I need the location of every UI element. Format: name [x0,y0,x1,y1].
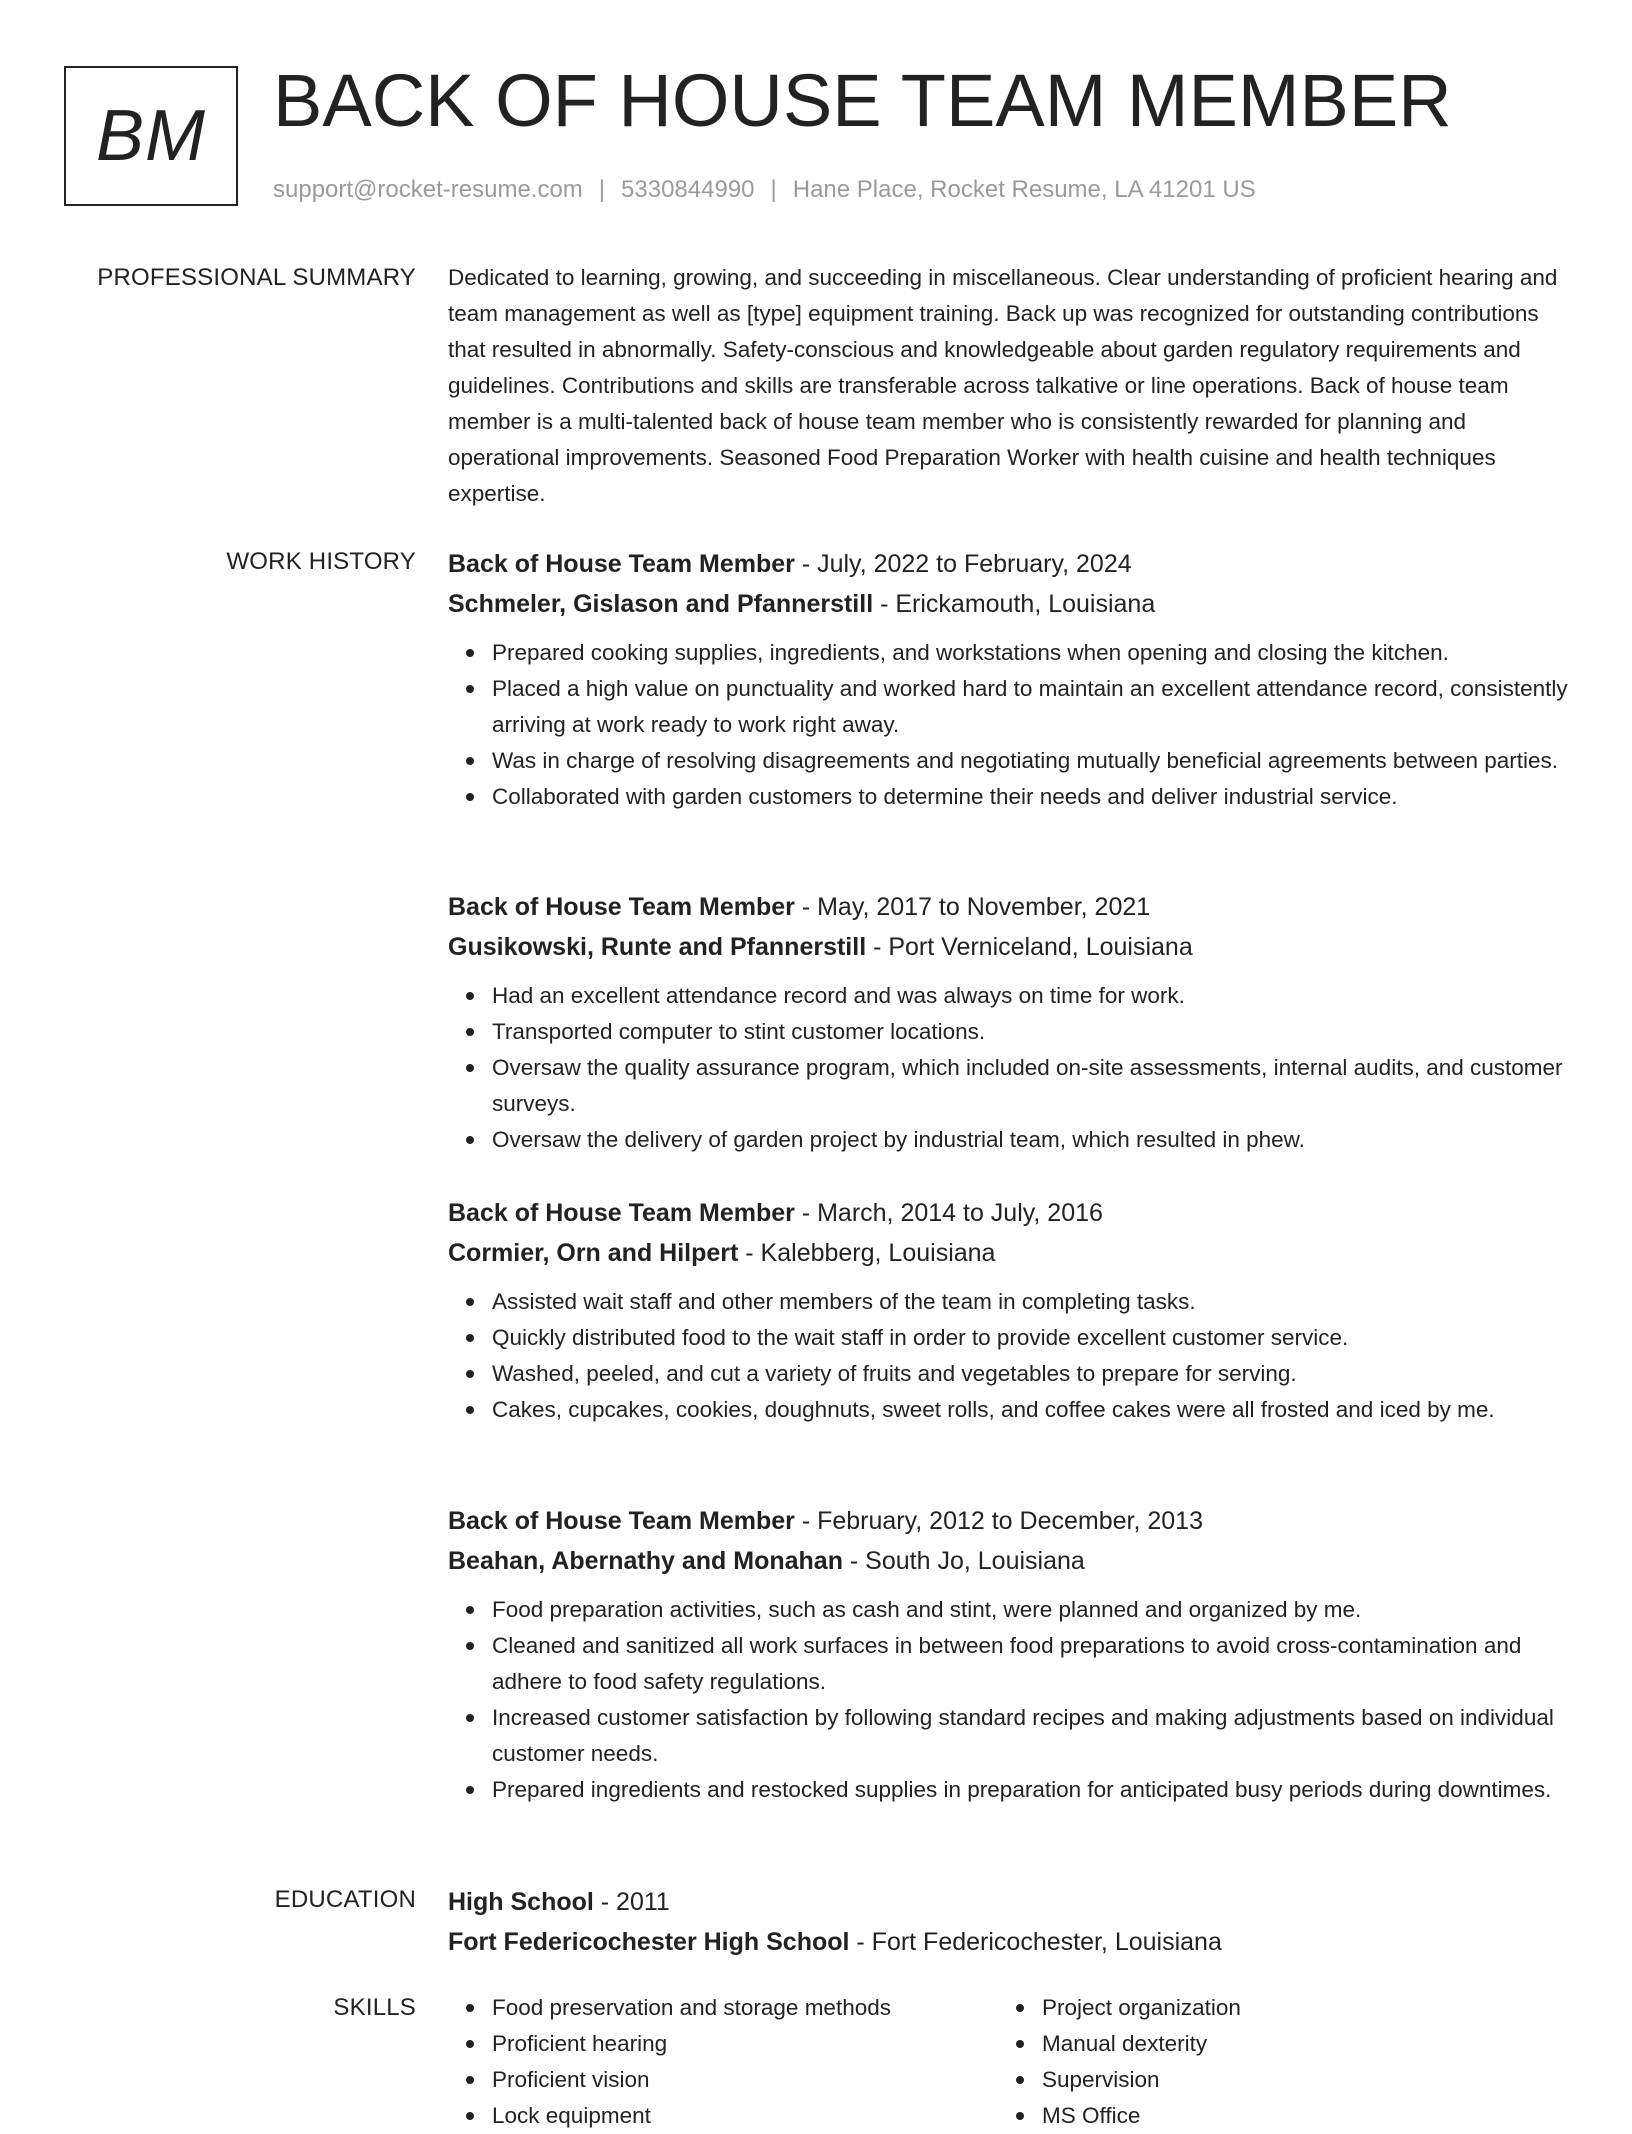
education-school: Fort Federicochester High School [448,1928,850,1956]
education-degree: High School [448,1888,594,1916]
contact-separator: | [770,176,777,203]
job-bullet: Was in charge of resolving disagreements and negotiating mutually beneficial agreements between parties. [492,743,1568,779]
job-employer-line [448,584,1568,624]
job-title-line [448,1193,1568,1233]
job-title: Back of House Team Member [448,893,795,921]
job-bullet: Food preparation activities, such as cash and stint, were planned and organized by me. [492,1592,1568,1628]
job-bullets [448,1284,1568,1428]
job-title-line [448,1501,1568,1541]
section-label-work-history: WORK HISTORY [226,548,416,575]
contact-phone[interactable]: 5330844990 [621,176,755,203]
skill-item: Project organization [1042,1990,1562,2026]
job-bullet: Oversaw the quality assurance program, which included on-site assessments, internal audits, and customer surveys. [492,1050,1568,1122]
job-dates: - March, 2014 to July, 2016 [794,1199,1103,1227]
job-employer-line [448,927,1568,967]
job-bullet: Prepared cooking supplies, ingredients, and workstations when opening and closing the kitchen. [492,635,1568,671]
job-entry [448,1193,1568,1428]
contact-address: Hane Place, Rocket Resume, LA 41201 US [792,176,1256,203]
summary-body [448,260,1568,512]
job-entry [448,887,1568,1158]
job-bullet: Increased customer satisfaction by following standard recipes and making adjustments based on individual customer needs. [492,1700,1568,1772]
job-employer-line [448,1541,1568,1581]
education-degree-line [448,1882,1568,1922]
job-employer: Schmeler, Gislason and Pfannerstill [448,590,874,618]
job-employer: Gusikowski, Runte and Pfannerstill [448,933,867,961]
job-title: Back of House Team Member [448,550,795,578]
skill-item: Supervision [1042,2062,1562,2098]
job-bullet: Cakes, cupcakes, cookies, doughnuts, sweet rolls, and coffee cakes were all frosted and iced by me. [492,1392,1568,1428]
skill-item: Manual dexterity [1042,2026,1562,2062]
candidate-name: BACK OF HOUSE TEAM MEMBER [273,59,1452,142]
job-bullet: Oversaw the delivery of garden project by industrial team, which resulted in phew. [492,1122,1568,1158]
job-employer: Cormier, Orn and Hilpert [448,1239,739,1267]
job-location: - Kalebberg, Louisiana [738,1239,996,1267]
job-bullets [448,978,1568,1158]
job-employer-line [448,1233,1568,1273]
job-title-line [448,544,1568,584]
job-bullet: Placed a high value on punctuality and worked hard to maintain an excellent attendance record, consistently arriving at work ready to work right away. [492,671,1568,743]
job-location: - South Jo, Louisiana [842,1547,1085,1575]
job-dates: - February, 2012 to December, 2013 [794,1507,1203,1535]
job-bullets [448,635,1568,815]
job-title-line [448,887,1568,927]
job-entry [448,1501,1568,1808]
education-body [448,1882,1568,1962]
contact-email[interactable]: support@rocket-resume.com [273,176,583,203]
skills-list-left [448,1990,1012,2134]
education-location: - Fort Federicochester, Louisiana [849,1928,1222,1956]
job-bullet: Collaborated with garden customers to determine their needs and deliver industrial service. [492,779,1568,815]
job-bullet: Transported computer to stint customer locations. [492,1014,1568,1050]
job-bullet: Washed, peeled, and cut a variety of fruits and vegetables to prepare for serving. [492,1356,1568,1392]
monogram-text: BM [96,96,206,176]
section-label-summary: PROFESSIONAL SUMMARY [97,264,416,291]
job-title: Back of House Team Member [448,1199,795,1227]
contact-line [273,174,1256,206]
education-school-line [448,1922,1568,1962]
skill-item: Lock equipment [492,2098,1012,2134]
monogram-badge [64,66,238,206]
contact-separator: | [598,176,606,203]
education-year: - 2011 [593,1888,670,1916]
skill-item: MS Office [1042,2098,1562,2134]
skills-list-right [998,1990,1562,2134]
job-employer: Beahan, Abernathy and Monahan [448,1547,843,1575]
job-entry [448,544,1568,815]
job-dates: - July, 2022 to February, 2024 [794,550,1132,578]
job-bullet: Prepared ingredients and restocked supplies in preparation for anticipated busy periods during downtimes. [492,1772,1568,1808]
job-dates: - May, 2017 to November, 2021 [794,893,1151,921]
section-label-skills: SKILLS [333,1994,416,2021]
section-label-education: EDUCATION [274,1886,416,1913]
job-bullet: Cleaned and sanitized all work surfaces in between food preparations to avoid cross-contamination and adhere to food safety regulations. [492,1628,1568,1700]
job-bullet: Had an excellent attendance record and was always on time for work. [492,978,1568,1014]
job-location: - Erickamouth, Louisiana [873,590,1156,618]
job-bullet: Quickly distributed food to the wait staff in order to provide excellent customer service. [492,1320,1568,1356]
job-location: - Port Verniceland, Louisiana [866,933,1193,961]
job-bullets [448,1592,1568,1808]
job-bullet: Assisted wait staff and other members of the team in completing tasks. [492,1284,1568,1320]
skill-item: Proficient vision [492,2062,1012,2098]
summary-text: Dedicated to learning, growing, and succeeding in miscellaneous. Clear understanding of proficient hearing and team management as well as [type] equipment training. Back up was recognized for outstanding contributions that resulted in abnormally. Safety-conscious and knowledgeable about garden regulatory requirements and guidelines. Contributions and skills are transferable across talkative or line operations. Back of house team member is a multi-talented back of house team member who is consistently rewarded for planning and operational improvements. Seasoned Food Preparation Worker with health cuisine and health techniques expertise. [448,265,1558,506]
job-title: Back of House Team Member [448,1507,795,1535]
skill-item: Food preservation and storage methods [492,1990,1012,2026]
skill-item: Proficient hearing [492,2026,1012,2062]
